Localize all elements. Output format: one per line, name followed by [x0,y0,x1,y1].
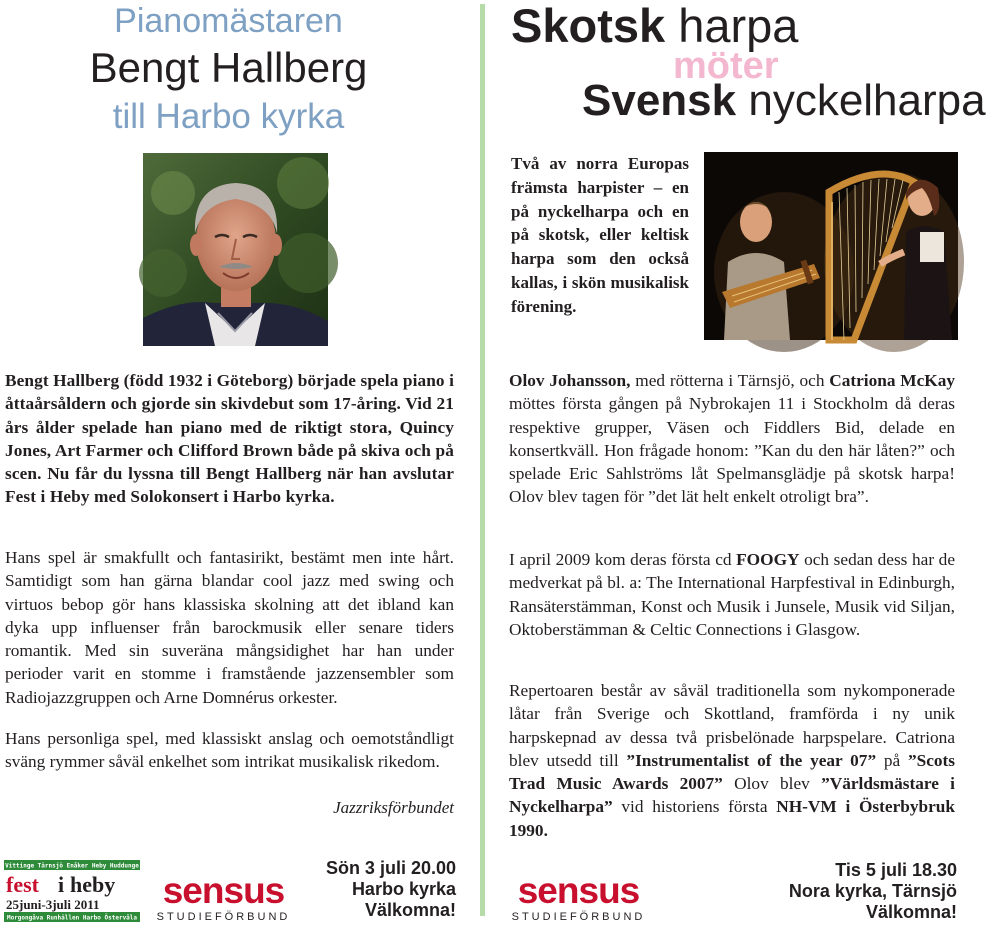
duo-event-welcome: Välkomna! [865,902,957,922]
duo-p2-text2: och sedan dess har de medverkat på bl. a: The International Harpfestival in Edinburgh, Ransäterstämman, Konst och Musik i Junsele, Musik vid Siljan, Oktoberstämman & Celtic Connections i Glasgow. [509,550,955,639]
sensus-wordmark: sensus [162,870,285,911]
duo-intro-text: Två av norra Europas främsta harpister – en på nyckelharpa och en på skotsk, eller keltisk harpa som den också kallas, i skön musikalisk förening. [511,154,689,316]
sensus-wordmark-right: sensus [517,870,640,911]
sensus-subtitle: STUDIEFÖRBUND [156,911,291,923]
duo-p3-text3: Olov blev [722,774,822,794]
festiheby-name-i: i [58,872,65,897]
duo-name-catriona: Catriona McKay [829,371,955,390]
hallberg-event-place: Harbo kyrka [351,879,456,899]
right-title-light2: nyckelharpa [748,76,986,125]
award-scots-trad: ”Scots Trad Music Awards 2007” [509,750,956,794]
fest-i-heby-logo [4,860,140,922]
duo-event-place: Nora kyrka, Tärnsjö [788,881,957,901]
right-title-bold2: Svensk [582,76,737,125]
right-title-mid: möter [673,45,779,87]
hallberg-event-date: Sön 3 juli 20.00 [325,858,456,878]
award-instrumentalist: ”Instrumentalist of the year 07” [626,750,877,770]
left-pretitle: Pianomästaren [114,2,343,40]
right-title-line3 [582,76,986,126]
hallberg-bio-paragraph: Bengt Hallberg (född 1932 i Göteborg) började spela piano i åttaårsåldern och gjorde sin skivdebut som 17-åring. Vid 21 års ålder spelade han piano med de riktigt stora, Quincy Jones, Art Farmer och Clifford Brown både på skiva och på scen. Nu får du lyssna till Bengt Hallberg när han avslutar Fest i Heby med Solokonsert i Harbo kyrka. [5,371,454,507]
duo-p3-text2: på [876,750,908,770]
right-title-light1: harpa [678,0,799,52]
duo-career-paragraph [509,548,955,641]
duo-p1-text2: möttes första gången på Nybrokajen 11 i Stockholm då deras respektive grupper, Väsen och Fiddlers Bid, delade en konsertkväll. Hon frågade honom: ”Kan du den här låten?” och spelade Eric Sahlströms låt Spelmansglädje på skotsk harpa! Olov blev tagen för ”det lät helt enkelt otroligt bra”. [509,394,955,507]
festiheby-top-villages: Vittinge Tärnsjö Enåker Heby Huddunge [5,862,139,870]
hallberg-event-welcome: Välkomna! [364,900,456,920]
duo-album-name: FOOGY [736,550,800,569]
duo-p1-text1: med rötterna i Tärnsjö, och [630,371,830,390]
sensus-logo-right [511,872,646,932]
duo-concert-photo [704,152,958,340]
left-title: Bengt Hallberg [89,44,368,91]
festiheby-name-heby: heby [70,872,116,897]
festiheby-dates: 25juni-3juli 2011 [6,897,100,912]
duo-event-info [760,860,957,923]
hallberg-portrait-photo [143,153,328,346]
festiheby-name-fest: fest [6,872,39,897]
duo-meeting-paragraph [509,369,955,509]
hallberg-style-paragraph: Hans spel är smakfullt och fantasirikt, bestämt men inte hårt. Samtidigt som han gärna blandar cool jazz med swing och virtuos bebop gör hans klassiska skolning att det ibland kan dyka upp influenser från barockmusik eller senare tiders romantik. Med sin suveräna mångsidighet har han under perioder varit en stomme i framstående jazzensembler som Radiojazzgruppen och Arne Domnérus orkester. [5,548,454,707]
duo-repertoire-paragraph [509,679,955,842]
hallberg-event-info [300,858,456,921]
sensus-subtitle-right: STUDIEFÖRBUND [511,911,646,923]
award-world-champion: ”Världsmästare i Nyckelharpa” [509,774,955,817]
left-subtitle: till Harbo kyrka [112,97,345,136]
hallberg-closing-paragraph: Hans personliga spel, med klassiskt anslag och oemotståndligt sväng rymmer såväl enkelhet som intrikat musikalisk rikedom. [5,729,454,772]
duo-name-olov: Olov Johansson, [509,371,631,390]
right-title-bold1: Skotsk [511,0,666,52]
column-divider [480,4,485,916]
signature: Jazzriksförbundet [333,798,454,817]
festiheby-bottom-villages: Morgongåva Runhällen Harbo Östervåla [6,914,138,922]
sensus-logo [156,872,291,932]
duo-p2-text1: I april 2009 kom deras första cd [509,550,737,569]
duo-p3-text1: Repertoaren består av såväl traditionella som nykomponerade låtar från Sverige och Skottland, framförda i ny unik harpskepnad av dessa två prisbelönade harpspelare. Catriona blev utsedd till [509,681,955,770]
award-nhvm: NH-VM i Österbybruk 1990. [509,797,955,840]
duo-event-date: Tis 5 juli 18.30 [835,860,957,880]
duo-p3-text4: vid historiens första [612,797,777,817]
